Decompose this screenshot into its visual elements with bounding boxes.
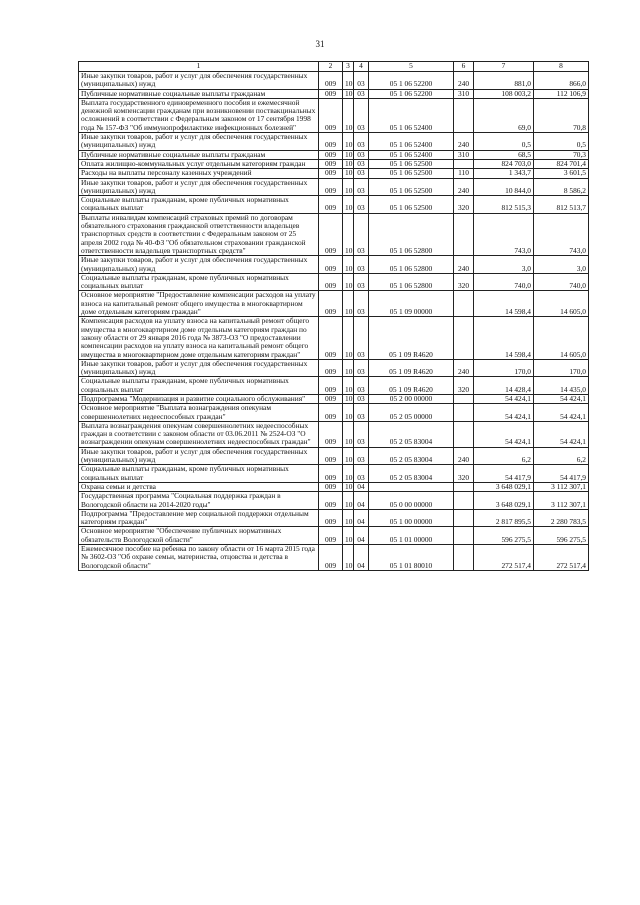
subsection-code-cell: 03 (354, 447, 369, 465)
amount-year1-cell: 54 417,9 (474, 465, 534, 483)
amount-year2-cell: 866,0 (534, 72, 589, 90)
amount-year2-cell: 14 605,0 (534, 317, 589, 359)
subsection-code-cell: 03 (354, 196, 369, 214)
amount-year1-cell: 743,0 (474, 213, 534, 255)
column-header: 5 (369, 62, 454, 72)
ministry-code-cell: 009 (319, 273, 343, 291)
section-code-cell: 10 (343, 213, 354, 255)
ministry-code-cell: 009 (319, 492, 343, 510)
ministry-code-cell: 009 (319, 72, 343, 90)
row-name-cell: Подпрограмма "Предоставление мер социальной поддержки отдельным категориям граждан" (79, 509, 319, 527)
target-article-cell: 05 1 06 52400 (369, 150, 454, 159)
section-code-cell: 10 (343, 377, 354, 395)
subsection-code-cell: 04 (354, 527, 369, 545)
ministry-code-cell: 009 (319, 359, 343, 377)
target-article-cell: 05 1 06 52500 (369, 196, 454, 214)
amount-year1-cell: 54 424,1 (474, 394, 534, 403)
ministry-code-cell: 009 (319, 394, 343, 403)
section-code-cell: 10 (343, 150, 354, 159)
subsection-code-cell: 03 (354, 150, 369, 159)
amount-year2-cell: 3 112 307,1 (534, 492, 589, 510)
target-article-cell: 05 1 01 00000 (369, 527, 454, 545)
amount-year2-cell: 0,5 (534, 133, 589, 151)
ministry-code-cell: 009 (319, 527, 343, 545)
table-row (79, 133, 589, 151)
expense-type-cell (454, 213, 474, 255)
ministry-code-cell: 009 (319, 421, 343, 447)
target-article-cell: 05 1 09 00000 (369, 291, 454, 317)
row-name-cell: Иные закупки товаров, работ и услуг для обеспечения государственных (муниципальных) нужд (79, 133, 319, 151)
ministry-code-cell: 009 (319, 509, 343, 527)
section-code-cell: 10 (343, 89, 354, 98)
table-row (79, 213, 589, 255)
ministry-code-cell: 009 (319, 133, 343, 151)
expense-type-cell (454, 509, 474, 527)
row-name-cell: Иные закупки товаров, работ и услуг для обеспечения государственных (муниципальных) нужд (79, 359, 319, 377)
expense-type-cell: 320 (454, 196, 474, 214)
row-name-cell: Иные закупки товаров, работ и услуг для обеспечения государственных (муниципальных) нужд (79, 72, 319, 90)
section-code-cell: 10 (343, 159, 354, 168)
section-code-cell: 10 (343, 492, 354, 510)
section-code-cell: 10 (343, 133, 354, 151)
target-article-cell: 05 2 05 83004 (369, 421, 454, 447)
expense-type-cell: 240 (454, 359, 474, 377)
target-article-cell: 05 1 06 52400 (369, 133, 454, 151)
amount-year2-cell: 14 605,0 (534, 291, 589, 317)
amount-year2-cell: 170,0 (534, 359, 589, 377)
target-article-cell: 05 1 09 R4620 (369, 317, 454, 359)
column-header: 3 (343, 62, 354, 72)
section-code-cell: 10 (343, 404, 354, 422)
ministry-code-cell: 009 (319, 159, 343, 168)
subsection-code-cell: 03 (354, 421, 369, 447)
amount-year1-cell: 170,0 (474, 359, 534, 377)
table-row (79, 421, 589, 447)
expense-type-cell: 240 (454, 447, 474, 465)
row-name-cell: Выплата вознаграждения опекунам совершеннолетних недееспособных граждан в соответствии с законом области от 03.06.2011 № 2524-ОЗ "О вознаграждении опекунам совершеннолетних недееспособных граждан" (79, 421, 319, 447)
section-code-cell: 10 (343, 527, 354, 545)
target-article-cell: 05 1 06 52500 (369, 169, 454, 178)
table-row (79, 196, 589, 214)
subsection-code-cell: 03 (354, 359, 369, 377)
target-article-cell: 05 1 06 52200 (369, 72, 454, 90)
row-name-cell: Оплата жилищно-коммунальных услуг отдельным категориям граждан (79, 159, 319, 168)
row-name-cell: Публичные нормативные социальные выплаты гражданам (79, 89, 319, 98)
budget-table (78, 61, 589, 571)
column-header: 8 (534, 62, 589, 72)
subsection-code-cell: 04 (354, 509, 369, 527)
subsection-code-cell: 03 (354, 169, 369, 178)
row-name-cell: Социальные выплаты гражданам, кроме публичных нормативных социальных выплат (79, 377, 319, 395)
ministry-code-cell: 009 (319, 545, 343, 571)
target-article-cell: 05 2 00 00000 (369, 394, 454, 403)
table-row (79, 509, 589, 527)
amount-year1-cell: 272 517,4 (474, 545, 534, 571)
amount-year2-cell: 743,0 (534, 213, 589, 255)
target-article-cell: 05 2 05 00000 (369, 404, 454, 422)
column-header: 7 (474, 62, 534, 72)
target-article-cell: 05 1 06 52400 (369, 98, 454, 132)
section-code-cell: 10 (343, 482, 354, 491)
amount-year1-cell: 69,0 (474, 98, 534, 132)
section-code-cell: 10 (343, 72, 354, 90)
amount-year2-cell: 740,0 (534, 273, 589, 291)
subsection-code-cell: 03 (354, 273, 369, 291)
amount-year2-cell: 6,2 (534, 447, 589, 465)
amount-year2-cell: 54 424,1 (534, 404, 589, 422)
target-article-cell: 05 1 06 52200 (369, 89, 454, 98)
row-name-cell: Выплата государственного единовременного пособия и ежемесячной денежной компенсации гражданам при возникновении поствакцинальных осложнений в соответствии с Федеральным законом от 17 сентября 1998 года № 157-ФЗ "Об иммунопрофилактике инфекционных болезней" (79, 98, 319, 132)
amount-year1-cell: 812 515,3 (474, 196, 534, 214)
subsection-code-cell: 03 (354, 159, 369, 168)
ministry-code-cell: 009 (319, 98, 343, 132)
table-row (79, 291, 589, 317)
table-row (79, 527, 589, 545)
subsection-code-cell: 03 (354, 465, 369, 483)
target-article-cell: 05 1 06 52500 (369, 178, 454, 196)
table-row (79, 169, 589, 178)
amount-year1-cell: 54 424,1 (474, 421, 534, 447)
page-number: 31 (315, 39, 325, 49)
row-name-cell: Государственная программа "Социальная поддержка граждан в Вологодской области на 2014-2020 годы" (79, 492, 319, 510)
amount-year2-cell: 112 106,9 (534, 89, 589, 98)
section-code-cell: 10 (343, 465, 354, 483)
target-article-cell: 05 1 06 52800 (369, 273, 454, 291)
ministry-code-cell: 009 (319, 150, 343, 159)
ministry-code-cell: 009 (319, 169, 343, 178)
expense-type-cell (454, 404, 474, 422)
section-code-cell: 10 (343, 359, 354, 377)
amount-year1-cell: 1 343,7 (474, 169, 534, 178)
amount-year2-cell: 70,8 (534, 98, 589, 132)
section-code-cell: 10 (343, 178, 354, 196)
subsection-code-cell: 04 (354, 482, 369, 491)
amount-year2-cell: 14 435,0 (534, 377, 589, 395)
amount-year2-cell: 3 112 307,1 (534, 482, 589, 491)
amount-year1-cell: 14 598,4 (474, 291, 534, 317)
column-header: 6 (454, 62, 474, 72)
row-name-cell: Иные закупки товаров, работ и услуг для обеспечения государственных (муниципальных) нужд (79, 178, 319, 196)
subsection-code-cell: 03 (354, 98, 369, 132)
expense-type-cell (454, 482, 474, 491)
expense-type-cell (454, 421, 474, 447)
column-header: 2 (319, 62, 343, 72)
expense-type-cell: 240 (454, 133, 474, 151)
amount-year1-cell: 108 003,2 (474, 89, 534, 98)
expense-type-cell: 310 (454, 150, 474, 159)
amount-year2-cell: 272 517,4 (534, 545, 589, 571)
section-code-cell: 10 (343, 169, 354, 178)
section-code-cell: 10 (343, 545, 354, 571)
row-name-cell: Выплаты инвалидам компенсаций страховых премий по договорам обязательного страхования гражданской ответственности владельцев транспортных средств в соответствии с Федеральным законом от 25 апреля 2002 года № 40-ФЗ "Об обязательном страховании гражданской ответственности владельцев транспортных средств" (79, 213, 319, 255)
ministry-code-cell: 009 (319, 404, 343, 422)
row-name-cell: Публичные нормативные социальные выплаты гражданам (79, 150, 319, 159)
section-code-cell: 10 (343, 317, 354, 359)
expense-type-cell: 310 (454, 89, 474, 98)
amount-year2-cell: 596 275,5 (534, 527, 589, 545)
target-article-cell: 05 1 00 00000 (369, 509, 454, 527)
section-code-cell: 10 (343, 256, 354, 274)
amount-year1-cell: 0,5 (474, 133, 534, 151)
ministry-code-cell: 009 (319, 482, 343, 491)
target-article-cell: 05 2 05 83004 (369, 465, 454, 483)
target-article-cell (369, 482, 454, 491)
subsection-code-cell: 03 (354, 394, 369, 403)
expense-type-cell (454, 545, 474, 571)
row-name-cell: Социальные выплаты гражданам, кроме публичных нормативных социальных выплат (79, 465, 319, 483)
table-row (79, 273, 589, 291)
table-body (79, 72, 589, 571)
target-article-cell: 05 1 06 52800 (369, 256, 454, 274)
amount-year1-cell: 824 703,0 (474, 159, 534, 168)
table-row (79, 404, 589, 422)
ministry-code-cell: 009 (319, 196, 343, 214)
row-name-cell: Основное мероприятие "Обеспечение публичных нормативных обязательств Вологодской области" (79, 527, 319, 545)
ministry-code-cell: 009 (319, 291, 343, 317)
table-row (79, 256, 589, 274)
amount-year1-cell: 881,0 (474, 72, 534, 90)
amount-year2-cell: 812 513,7 (534, 196, 589, 214)
subsection-code-cell: 03 (354, 72, 369, 90)
column-header: 1 (79, 62, 319, 72)
table-row (79, 98, 589, 132)
amount-year2-cell: 54 424,1 (534, 394, 589, 403)
expense-type-cell (454, 98, 474, 132)
row-name-cell: Социальные выплаты гражданам, кроме публичных нормативных социальных выплат (79, 196, 319, 214)
section-code-cell: 10 (343, 98, 354, 132)
target-article-cell: 05 1 01 80010 (369, 545, 454, 571)
expense-type-cell: 320 (454, 465, 474, 483)
expense-type-cell: 110 (454, 169, 474, 178)
section-code-cell: 10 (343, 291, 354, 317)
subsection-code-cell: 03 (354, 178, 369, 196)
subsection-code-cell: 03 (354, 133, 369, 151)
amount-year2-cell: 54 417,9 (534, 465, 589, 483)
table-row (79, 492, 589, 510)
target-article-cell: 05 2 05 83004 (369, 447, 454, 465)
table-row (79, 89, 589, 98)
table-row (79, 545, 589, 571)
expense-type-cell (454, 527, 474, 545)
amount-year1-cell: 3 648 029,1 (474, 492, 534, 510)
ministry-code-cell: 009 (319, 377, 343, 395)
amount-year2-cell: 2 280 783,5 (534, 509, 589, 527)
subsection-code-cell: 03 (354, 213, 369, 255)
subsection-code-cell: 04 (354, 492, 369, 510)
expense-type-cell (454, 492, 474, 510)
section-code-cell: 10 (343, 421, 354, 447)
row-name-cell: Иные закупки товаров, работ и услуг для обеспечения государственных (муниципальных) нужд (79, 447, 319, 465)
ministry-code-cell: 009 (319, 317, 343, 359)
expense-type-cell: 320 (454, 273, 474, 291)
section-code-cell: 10 (343, 394, 354, 403)
expense-type-cell (454, 317, 474, 359)
ministry-code-cell: 009 (319, 465, 343, 483)
ministry-code-cell: 009 (319, 447, 343, 465)
table-row (79, 178, 589, 196)
row-name-cell: Иные закупки товаров, работ и услуг для обеспечения государственных (муниципальных) нужд (79, 256, 319, 274)
ministry-code-cell: 009 (319, 89, 343, 98)
row-name-cell: Основное мероприятие "Предоставление компенсации расходов на уплату взноса на капитальный ремонт общего имущества в многоквартирном доме отдельным категориям граждан" (79, 291, 319, 317)
expense-type-cell: 240 (454, 178, 474, 196)
subsection-code-cell: 03 (354, 291, 369, 317)
row-name-cell: Компенсация расходов на уплату взноса на капитальный ремонт общего имущества в многоквартирном доме отдельным категориям граждан по закону области от 29 января 2016 года № 3873-ОЗ "О предоставлении компенсации расходов на уплату взноса на капитальный ремонт общего имущества в многоквартирном доме отдельным категориям граждан" (79, 317, 319, 359)
row-name-cell: Ежемесячное пособие на ребенка по закону области от 16 марта 2015 года № 3602-ОЗ "Об охране семьи, материнства, отцовства и детства в Вологодской области" (79, 545, 319, 571)
amount-year1-cell: 3 648 029,1 (474, 482, 534, 491)
target-article-cell: 05 1 09 R4620 (369, 359, 454, 377)
amount-year1-cell: 14 428,4 (474, 377, 534, 395)
row-name-cell: Охрана семьи и детства (79, 482, 319, 491)
section-code-cell: 10 (343, 273, 354, 291)
subsection-code-cell: 03 (354, 377, 369, 395)
amount-year1-cell: 3,0 (474, 256, 534, 274)
amount-year1-cell: 14 598,4 (474, 317, 534, 359)
row-name-cell: Социальные выплаты гражданам, кроме публичных нормативных социальных выплат (79, 273, 319, 291)
table-row (79, 317, 589, 359)
amount-year2-cell: 3 601,5 (534, 169, 589, 178)
ministry-code-cell: 009 (319, 178, 343, 196)
table-row (79, 72, 589, 90)
amount-year1-cell: 2 817 895,5 (474, 509, 534, 527)
target-article-cell: 05 1 06 52500 (369, 159, 454, 168)
subsection-code-cell: 03 (354, 404, 369, 422)
target-article-cell: 05 1 06 52800 (369, 213, 454, 255)
amount-year2-cell: 8 586,2 (534, 178, 589, 196)
amount-year1-cell: 54 424,1 (474, 404, 534, 422)
expense-type-cell (454, 291, 474, 317)
expense-type-cell: 240 (454, 256, 474, 274)
expense-type-cell (454, 394, 474, 403)
subsection-code-cell: 03 (354, 317, 369, 359)
expense-type-cell: 320 (454, 377, 474, 395)
subsection-code-cell: 04 (354, 545, 369, 571)
amount-year2-cell: 70,3 (534, 150, 589, 159)
target-article-cell: 05 1 09 R4620 (369, 377, 454, 395)
expense-type-cell: 240 (454, 72, 474, 90)
amount-year1-cell: 596 275,5 (474, 527, 534, 545)
header-row (79, 62, 589, 72)
subsection-code-cell: 03 (354, 89, 369, 98)
table-row (79, 359, 589, 377)
ministry-code-cell: 009 (319, 213, 343, 255)
table-row (79, 447, 589, 465)
amount-year1-cell: 10 844,0 (474, 178, 534, 196)
subsection-code-cell: 03 (354, 256, 369, 274)
table-row (79, 377, 589, 395)
amount-year2-cell: 54 424,1 (534, 421, 589, 447)
table-row (79, 465, 589, 483)
amount-year1-cell: 6,2 (474, 447, 534, 465)
row-name-cell: Подпрограмма "Модернизация и развитие социального обслуживания" (79, 394, 319, 403)
section-code-cell: 10 (343, 509, 354, 527)
amount-year2-cell: 824 701,4 (534, 159, 589, 168)
row-name-cell: Основное мероприятие "Выплата вознаграждения опекунам совершеннолетних недееспособных граждан" (79, 404, 319, 422)
row-name-cell: Расходы на выплаты персоналу казенных учреждений (79, 169, 319, 178)
ministry-code-cell: 009 (319, 256, 343, 274)
amount-year1-cell: 68,5 (474, 150, 534, 159)
section-code-cell: 10 (343, 447, 354, 465)
column-header: 4 (354, 62, 369, 72)
target-article-cell: 05 0 00 00000 (369, 492, 454, 510)
section-code-cell: 10 (343, 196, 354, 214)
amount-year1-cell: 740,0 (474, 273, 534, 291)
amount-year2-cell: 3,0 (534, 256, 589, 274)
